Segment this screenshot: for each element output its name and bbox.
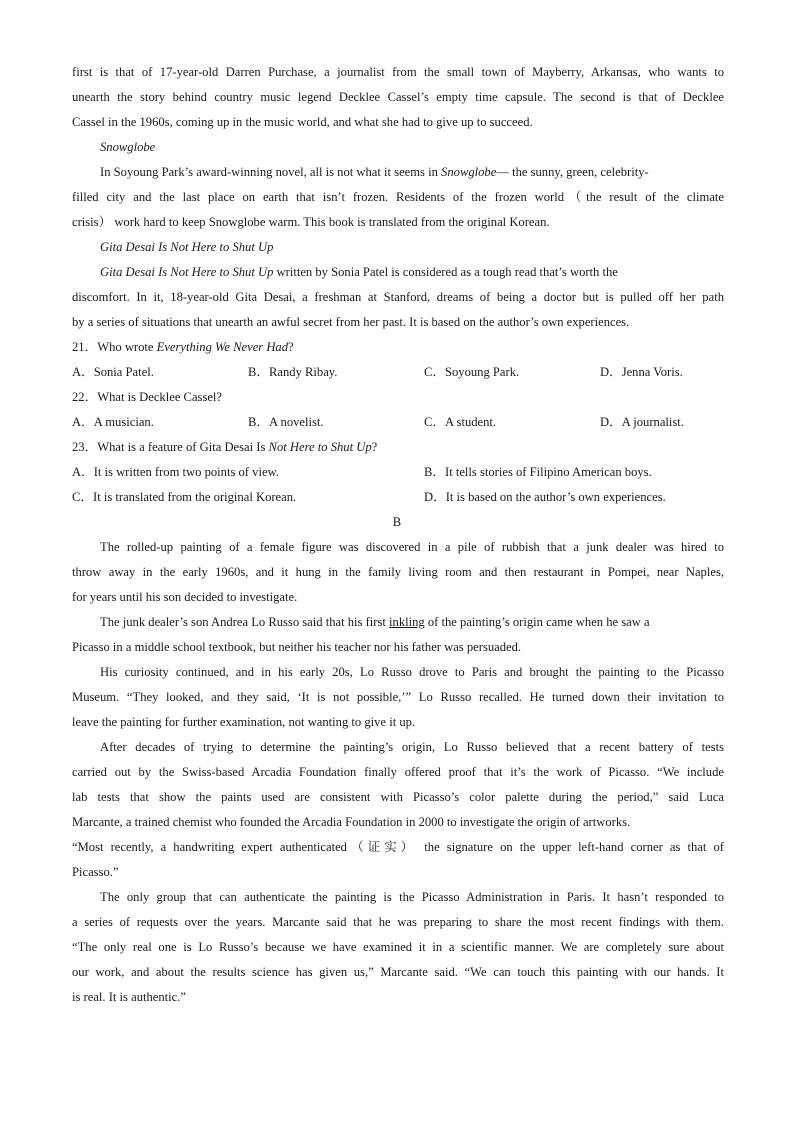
passage-b-line: Picasso in a middle school textbook, but neither his teacher nor his father was persuaded.	[72, 640, 522, 654]
passage-b-line: Picasso.”	[72, 865, 119, 879]
q21-option-d: D．Jenna Voris.	[600, 365, 683, 379]
q23-option-b: B．It tells stories of Filipino American boys.	[424, 465, 652, 479]
q21-option-a: A．Sonia Patel.	[72, 365, 154, 379]
passage-b-line: Museum. “They looked, and they said, ‘It is not possible,’” Lo Russo recalled. He turned down their invitation to	[72, 690, 724, 704]
snowglobe-paragraph-line: crisis） work hard to keep Snowglobe warm. This book is translated from the original Korean.	[72, 215, 550, 229]
passage-b-line: His curiosity continued, and in his early 20s, Lo Russo drove to Paris and brought the painting to the Picasso	[100, 665, 724, 679]
question-21: 21．Who wrote Everything We Never Had?	[72, 340, 294, 354]
underlined-word-inkling: inkling	[389, 615, 425, 629]
passage-b-line: for years until his son decided to investigate.	[72, 590, 298, 604]
question-22: 22．What is Decklee Cassel?	[72, 390, 223, 404]
passage-b-line: The junk dealer’s son Andrea Lo Russo said that his first inkling of the painting’s origin came when he saw a	[100, 615, 650, 629]
snowglobe-paragraph-line: filled city and the last place on earth that isn’t frozen. Residents of the frozen world（the result of the climate	[72, 190, 724, 204]
q21-option-b: B．Randy Ribay.	[248, 365, 338, 379]
q22-option-c: C．A student.	[424, 415, 497, 429]
passage-b-line: Marcante, a trained chemist who founded the Arcadia Foundation in 2000 to investigate the origin of artworks.	[72, 815, 631, 829]
passage-b-line: After decades of trying to determine the painting’s origin, Lo Russo believed that a recent battery of tests	[100, 740, 724, 754]
q22-option-d: D．A journalist.	[600, 415, 684, 429]
passage-a-line: Cassel in the 1960s, coming up in the music world, and what she had to give up to succeed.	[72, 115, 533, 129]
passage-b-line: lab tests that show the paints used are consistent with Picasso’s color palette during the period,” said Luca	[72, 790, 724, 804]
q23-option-a: A．It is written from two points of view.	[72, 465, 279, 479]
gita-paragraph-line: Gita Desai Is Not Here to Shut Up written by Sonia Patel is considered as a tough read that’s worth the	[100, 265, 618, 279]
q22-option-a: A．A musician.	[72, 415, 154, 429]
passage-b-line: our work, and about the results science has given us,” Marcante said. “We can touch this painting with our hands. It	[72, 965, 724, 979]
snowglobe-paragraph-line: In Soyoung Park’s award-winning novel, all is not what it seems in Snowglobe— the sunny, green, celebrity-	[100, 165, 649, 179]
passage-b-line: throw away in the early 1960s, and it hung in the family living room and then restaurant in Pompei, near Naples,	[72, 565, 724, 579]
passage-b-line: The rolled-up painting of a female figure was discovered in a pile of rubbish that a junk dealer was hired to	[100, 540, 724, 554]
passage-b-heading: B	[392, 515, 402, 529]
q23-option-c: C．It is translated from the original Korean.	[72, 490, 297, 504]
book-title-snowglobe: Snowglobe	[100, 140, 156, 154]
q22-option-b: B．A novelist.	[248, 415, 324, 429]
question-23: 23．What is a feature of Gita Desai Is Not Here to Shut Up?	[72, 440, 378, 454]
q23-option-d: D．It is based on the author’s own experiences.	[424, 490, 666, 504]
passage-a-line: first is that of 17-year-old Darren Purchase, a journalist from the small town of Mayberry, Arkansas, who wants to	[72, 65, 724, 79]
gita-paragraph-line: discomfort. In it, 18-year-old Gita Desai, a freshman at Stanford, dreams of being a doctor but is pulled off her path	[72, 290, 724, 304]
passage-b-line: a series of requests over the years. Marcante said that he was preparing to share the most recent findings with them.	[72, 915, 724, 929]
passage-b-line: “Most recently, a handwriting expert authenticated（证实） the signature on the upper left-hand corner as that of	[72, 840, 724, 854]
gita-paragraph-line: by a series of situations that unearth an awful secret from her past. It is based on the author’s own experiences.	[72, 315, 630, 329]
passage-b-line: is real. It is authentic.”	[72, 990, 187, 1004]
passage-a-line: unearth the story behind country music legend Decklee Cassel’s empty time capsule. The second is that of Decklee	[72, 90, 724, 104]
q21-option-c: C．Soyoung Park.	[424, 365, 520, 379]
passage-b-line: The only group that can authenticate the painting is the Picasso Administration in Paris. It hasn’t responded to	[100, 890, 724, 904]
passage-b-line: “The only real one is Lo Russo’s because we have examined it in a scientific manner. We are completely sure about	[72, 940, 724, 954]
passage-b-line: leave the painting for further examination, not wanting to give it up.	[72, 715, 416, 729]
book-title-gita-desai: Gita Desai Is Not Here to Shut Up	[100, 240, 274, 254]
passage-b-line: carried out by the Swiss-based Arcadia Foundation finally offered proof that it’s the work of Picasso. “We include	[72, 765, 724, 779]
